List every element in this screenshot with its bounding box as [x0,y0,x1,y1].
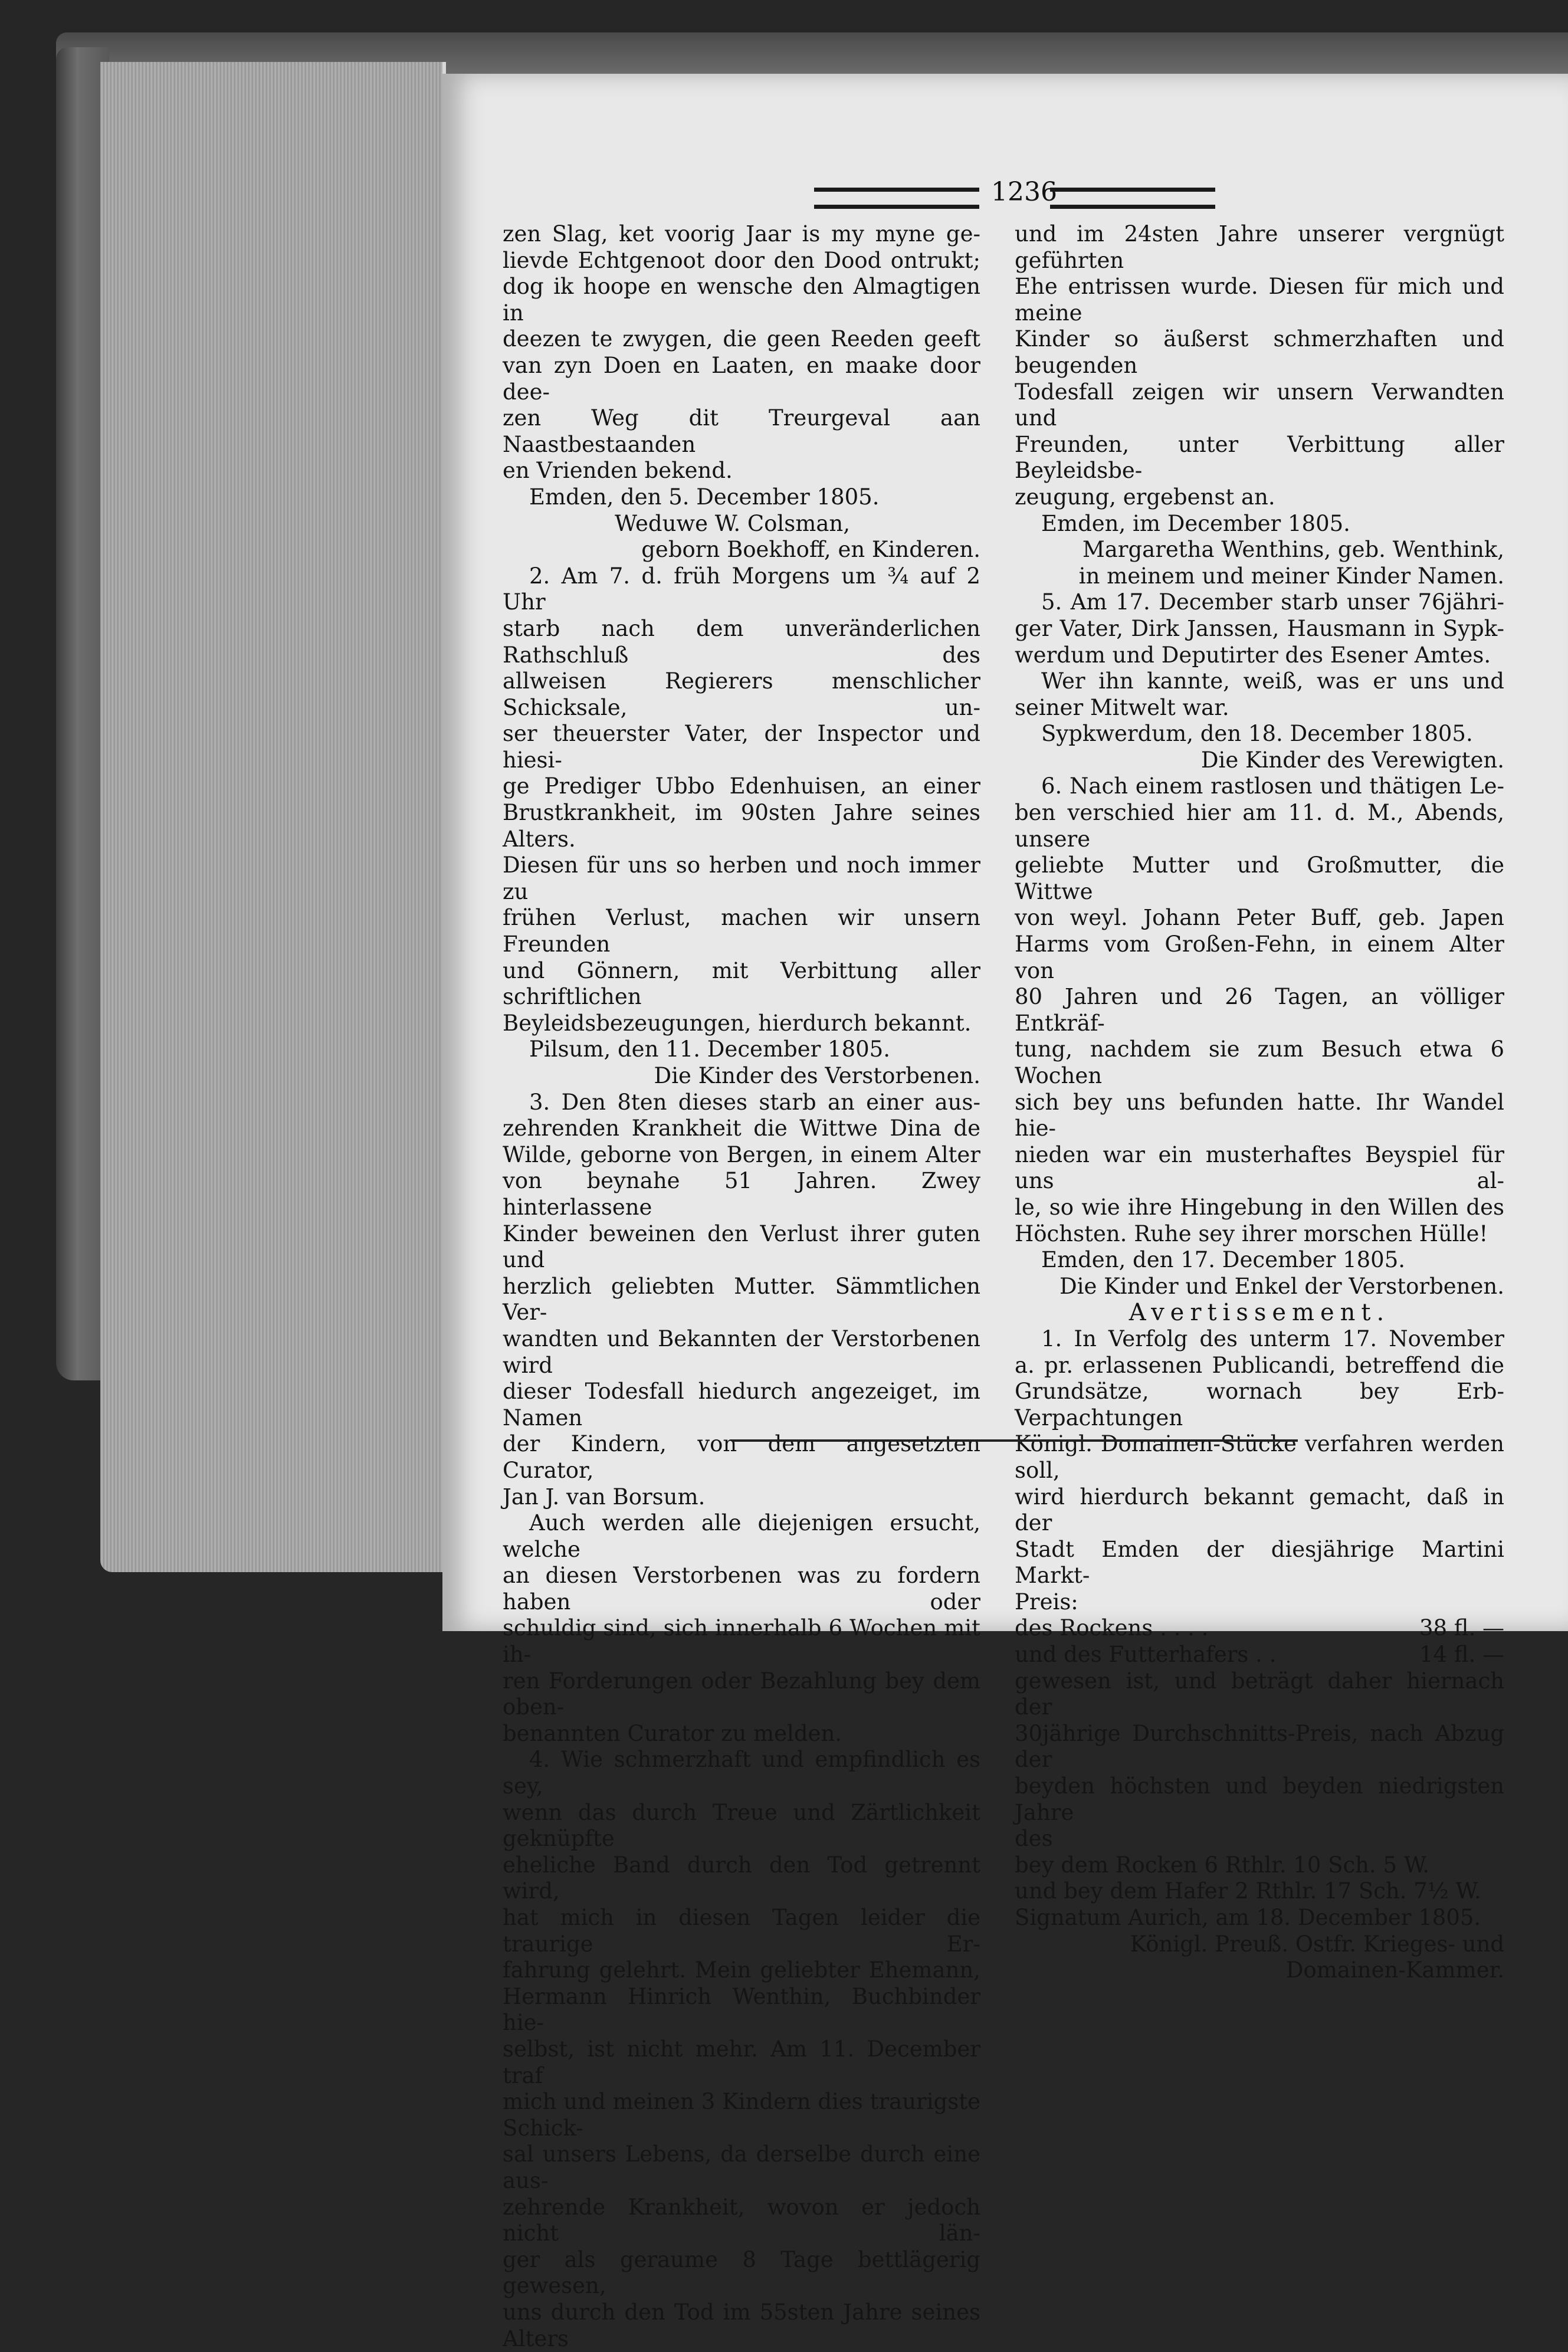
text-line: zen Weg dit Treurgeval aan Naastbestaanden [503,405,980,457]
text-line: 3. Den 8ten dieses starb an einer aus- [529,1089,980,1115]
text-line: frühen Verlust, machen wir unsern Freunden [503,905,980,957]
text-line: Die Kinder und Enkel der Verstorbenen. [1059,1273,1504,1299]
text-line: 6. Nach einem rastlosen und thätigen Le- [1041,773,1504,799]
text-line: le, so wie ihre Hingebung in den Willen des [1015,1194,1504,1220]
page-header [814,177,1522,212]
text-line: Die Kinder des Verewigten. [1200,747,1504,773]
text-line: und Gönnern, mit Verbittung aller schriftlichen [503,957,980,1010]
text-line: wandten und Bekannten der Verstorbenen wird [503,1326,980,1378]
text-line: selbst, ist nicht mehr. Am 11. December traf [503,2036,980,2088]
text-line: geliebte Mutter und Großmutter, die Wittwe [1015,852,1504,904]
text-line: Brustkrankheit, im 90sten Jahre seines Alters. [503,800,980,852]
text-line: Emden, den 5. December 1805. [529,484,880,510]
text-line: ben verschied hier am 11. d. M., Abends, unsere [1015,800,1504,852]
header-rule-right [1050,188,1215,209]
text-line: 30jährige Durchschnitts-Preis, nach Abzug der [1015,1720,1504,1773]
text-line: Kinder beweinen den Verlust ihrer guten und [503,1221,980,1273]
bottom-ornament-rule [731,1439,1298,1454]
text-line: des [1015,1826,1053,1852]
text-line: und bey dem Hafer 2 Rthlr. 17 Sch. 7½ W. [1015,1878,1481,1904]
text-line: dog ik hoope en wensche den Almagtigen in [503,274,980,326]
text-line: benannten Curator zu melden. [503,1720,842,1746]
price-label: des Rockens . . . . [1015,1615,1209,1641]
text-line: Domainen-Kammer. [1285,1957,1504,1983]
price-value: 14 fl. — [1419,1642,1504,1668]
text-line: zehrende Krankheit, wovon er jedoch nicht län- [503,2194,980,2246]
text-line: Die Kinder des Verstorbenen. [654,1063,980,1088]
text-line: van zyn Doen en Laaten, en maake door dee- [503,352,980,405]
text-line: nieden war ein musterhaftes Beyspiel für uns al- [1015,1141,1504,1194]
text-line: an diesen Verstorbenen was zu fordern haben oder [503,1563,980,1615]
text-line: Avertissement. [1129,1299,1390,1327]
text-line: hat mich in diesen Tagen leider die traurige Er- [503,1905,980,1957]
text-line: der Kindern, von dem angesetzten Curator, [503,1431,980,1483]
text-line: starb nach dem unveränderlichen Rathschluß des [503,615,980,668]
text-line: sich bey uns befunden hatte. Ihr Wandel hie- [1015,1089,1504,1141]
text-line: 4. Wie schmerzhaft und empfindlich es sey, [503,1747,980,1799]
text-line: Königl. Preuß. Ostfr. Krieges- und [1130,1931,1504,1957]
text-line: ser theuerster Vater, der Inspector und hiesi- [503,721,980,773]
text-line: in meinem und meiner Kinder Namen. [1078,563,1504,589]
right-column-text [1015,221,1504,1615]
text-line: Diesen für uns so herben und noch immer zu [503,852,980,904]
text-line: schuldig sind, sich innerhalb 6 Wochen mit ih- [503,1615,980,1668]
text-line: ger Vater, Dirk Janssen, Hausmann in Sypk- [1015,615,1504,641]
right-column [1015,221,1504,1984]
text-line: Königl. Domainen-Stücke verfahren werden soll, [1015,1431,1504,1483]
text-line: Beyleidsbezeugungen, hierdurch bekannt. [503,1010,972,1036]
text-line: Harms vom Großen-Fehn, in einem Alter von [1015,931,1504,983]
price-label: und des Futterhafers . . [1015,1642,1277,1668]
left-column [503,221,980,2352]
text-line: ge Prediger Ubbo Edenhuisen, an einer [503,773,980,799]
text-line: bey dem Rocken 6 Rthlr. 10 Sch. 5 W. [1015,1852,1430,1878]
text-line: Stadt Emden der diesjährige Martini Markt- [1015,1536,1504,1589]
text-line: seiner Mitwelt war. [1015,694,1229,720]
text-line: 2. Am 7. d. früh Morgens um ¾ auf 2 Uhr [503,563,980,615]
right-column-text-continued [1015,1668,1504,1984]
text-line: deezen te zwygen, die geen Reeden geeft [503,326,980,352]
price-row [1015,1615,1504,1642]
text-line: zehrenden Krankheit die Wittwe Dina de [503,1116,980,1141]
price-value: 38 fl. — [1419,1615,1504,1641]
page-number: 1236 [991,177,1057,207]
text-line: allweisen Regierers menschlicher Schicksale, un- [503,668,980,720]
text-line: herzlich geliebten Mutter. Sämmtlichen Ver- [503,1273,980,1326]
price-row [1015,1642,1504,1668]
text-line: mich und meinen 3 Kindern dies traurigste Schick- [503,2089,980,2141]
text-line: sal unsers Lebens, da derselbe durch eine aus- [503,2141,980,2193]
price-list [1015,1615,1504,1668]
text-line: uns durch den Tod im 55sten Jahre seines Alters [503,2299,980,2351]
text-line: Todesfall zeigen wir unsern Verwandten und [1015,379,1504,431]
text-line: Auch werden alle diejenigen ersucht, welche [503,1510,980,1562]
text-line: en Vrienden bekend. [503,458,733,484]
text-line: a. pr. erlassenen Publicandi, betreffend die [1015,1352,1504,1378]
text-line: und im 24sten Jahre unserer vergnügt geführten [1015,221,1504,273]
text-line: zen Slag, ket voorig Jaar is my myne ge- [503,221,980,247]
text-line: Emden, den 17. December 1805. [1041,1247,1406,1273]
text-line: eheliche Band durch den Tod getrennt wird, [503,1852,980,1904]
text-line: Preis: [1015,1589,1078,1615]
text-line: Freunden, unter Verbittung aller Beyleidsbe- [1015,431,1504,484]
text-line: von weyl. Johann Peter Buff, geb. Japen [1015,905,1504,931]
text-line: von beynahe 51 Jahren. Zwey hinterlassene [503,1168,980,1220]
text-line: lievde Echtgenoot door den Dood ontrukt; [503,247,980,273]
text-line: fahrung gelehrt. Mein geliebter Ehemann, [503,1957,980,1983]
text-line: gewesen ist, und beträgt daher hiernach der [1015,1668,1504,1720]
text-line: zeugung, ergebenst an. [1015,484,1275,510]
text-line: geborn Boekhoff, en Kinderen. [641,537,980,563]
text-line: Margaretha Wenthins, geb. Wenthink, [1082,537,1504,563]
text-line: wenn das durch Treue und Zärtlichkeit geknüpfte [503,1799,980,1852]
text-line: Grundsätze, wornach bey Erb-Verpachtungen [1015,1379,1504,1431]
text-line: Signatum Aurich, am 18. December 1805. [1015,1905,1481,1930]
text-line: werdum und Deputirter des Esener Amtes. [1015,642,1491,668]
text-line: 80 Jahren und 26 Tagen, an völliger Entkräf- [1015,984,1504,1036]
text-line: Pilsum, den 11. December 1805. [529,1036,890,1062]
text-line: Ehe entrissen wurde. Diesen für mich und meine [1015,274,1504,326]
text-line: Wilde, geborne von Bergen, in einem Alter [503,1141,980,1167]
text-line: Sypkwerdum, den 18. December 1805. [1041,721,1473,747]
text-line: Jan J. van Borsum. [503,1484,706,1510]
text-line: tung, nachdem sie zum Besuch etwa 6 Wochen [1015,1036,1504,1088]
text-line: Hermann Hinrich Wenthin, Buchbinder hie- [503,1983,980,2036]
text-line: Kinder so äußerst schmerzhaften und beugenden [1015,326,1504,378]
text-line: 1. In Verfolg des unterm 17. November [1041,1326,1504,1352]
text-line: Höchsten. Ruhe sey ihrer morschen Hülle! [1015,1221,1488,1246]
book-page-edges [100,62,446,1572]
text-line: dieser Todesfall hiedurch angezeiget, im Namen [503,1379,980,1431]
text-line: ger als geraume 8 Tage bettlägerig gewesen, [503,2246,980,2299]
text-line: Wer ihn kannte, weiß, was er uns und [1041,668,1504,694]
text-line: Weduwe W. Colsman, [615,510,850,536]
text-line: Emden, im December 1805. [1041,510,1350,536]
text-line: wird hierdurch bekannt gemacht, daß in der [1015,1484,1504,1536]
text-line: beyden höchsten und beyden niedrigsten Jahre [1015,1773,1504,1825]
text-line: ren Forderungen oder Bezahlung bey dem oben- [503,1668,980,1720]
header-rule-left [814,188,979,209]
text-line: 5. Am 17. December starb unser 76jähri- [1041,589,1504,615]
